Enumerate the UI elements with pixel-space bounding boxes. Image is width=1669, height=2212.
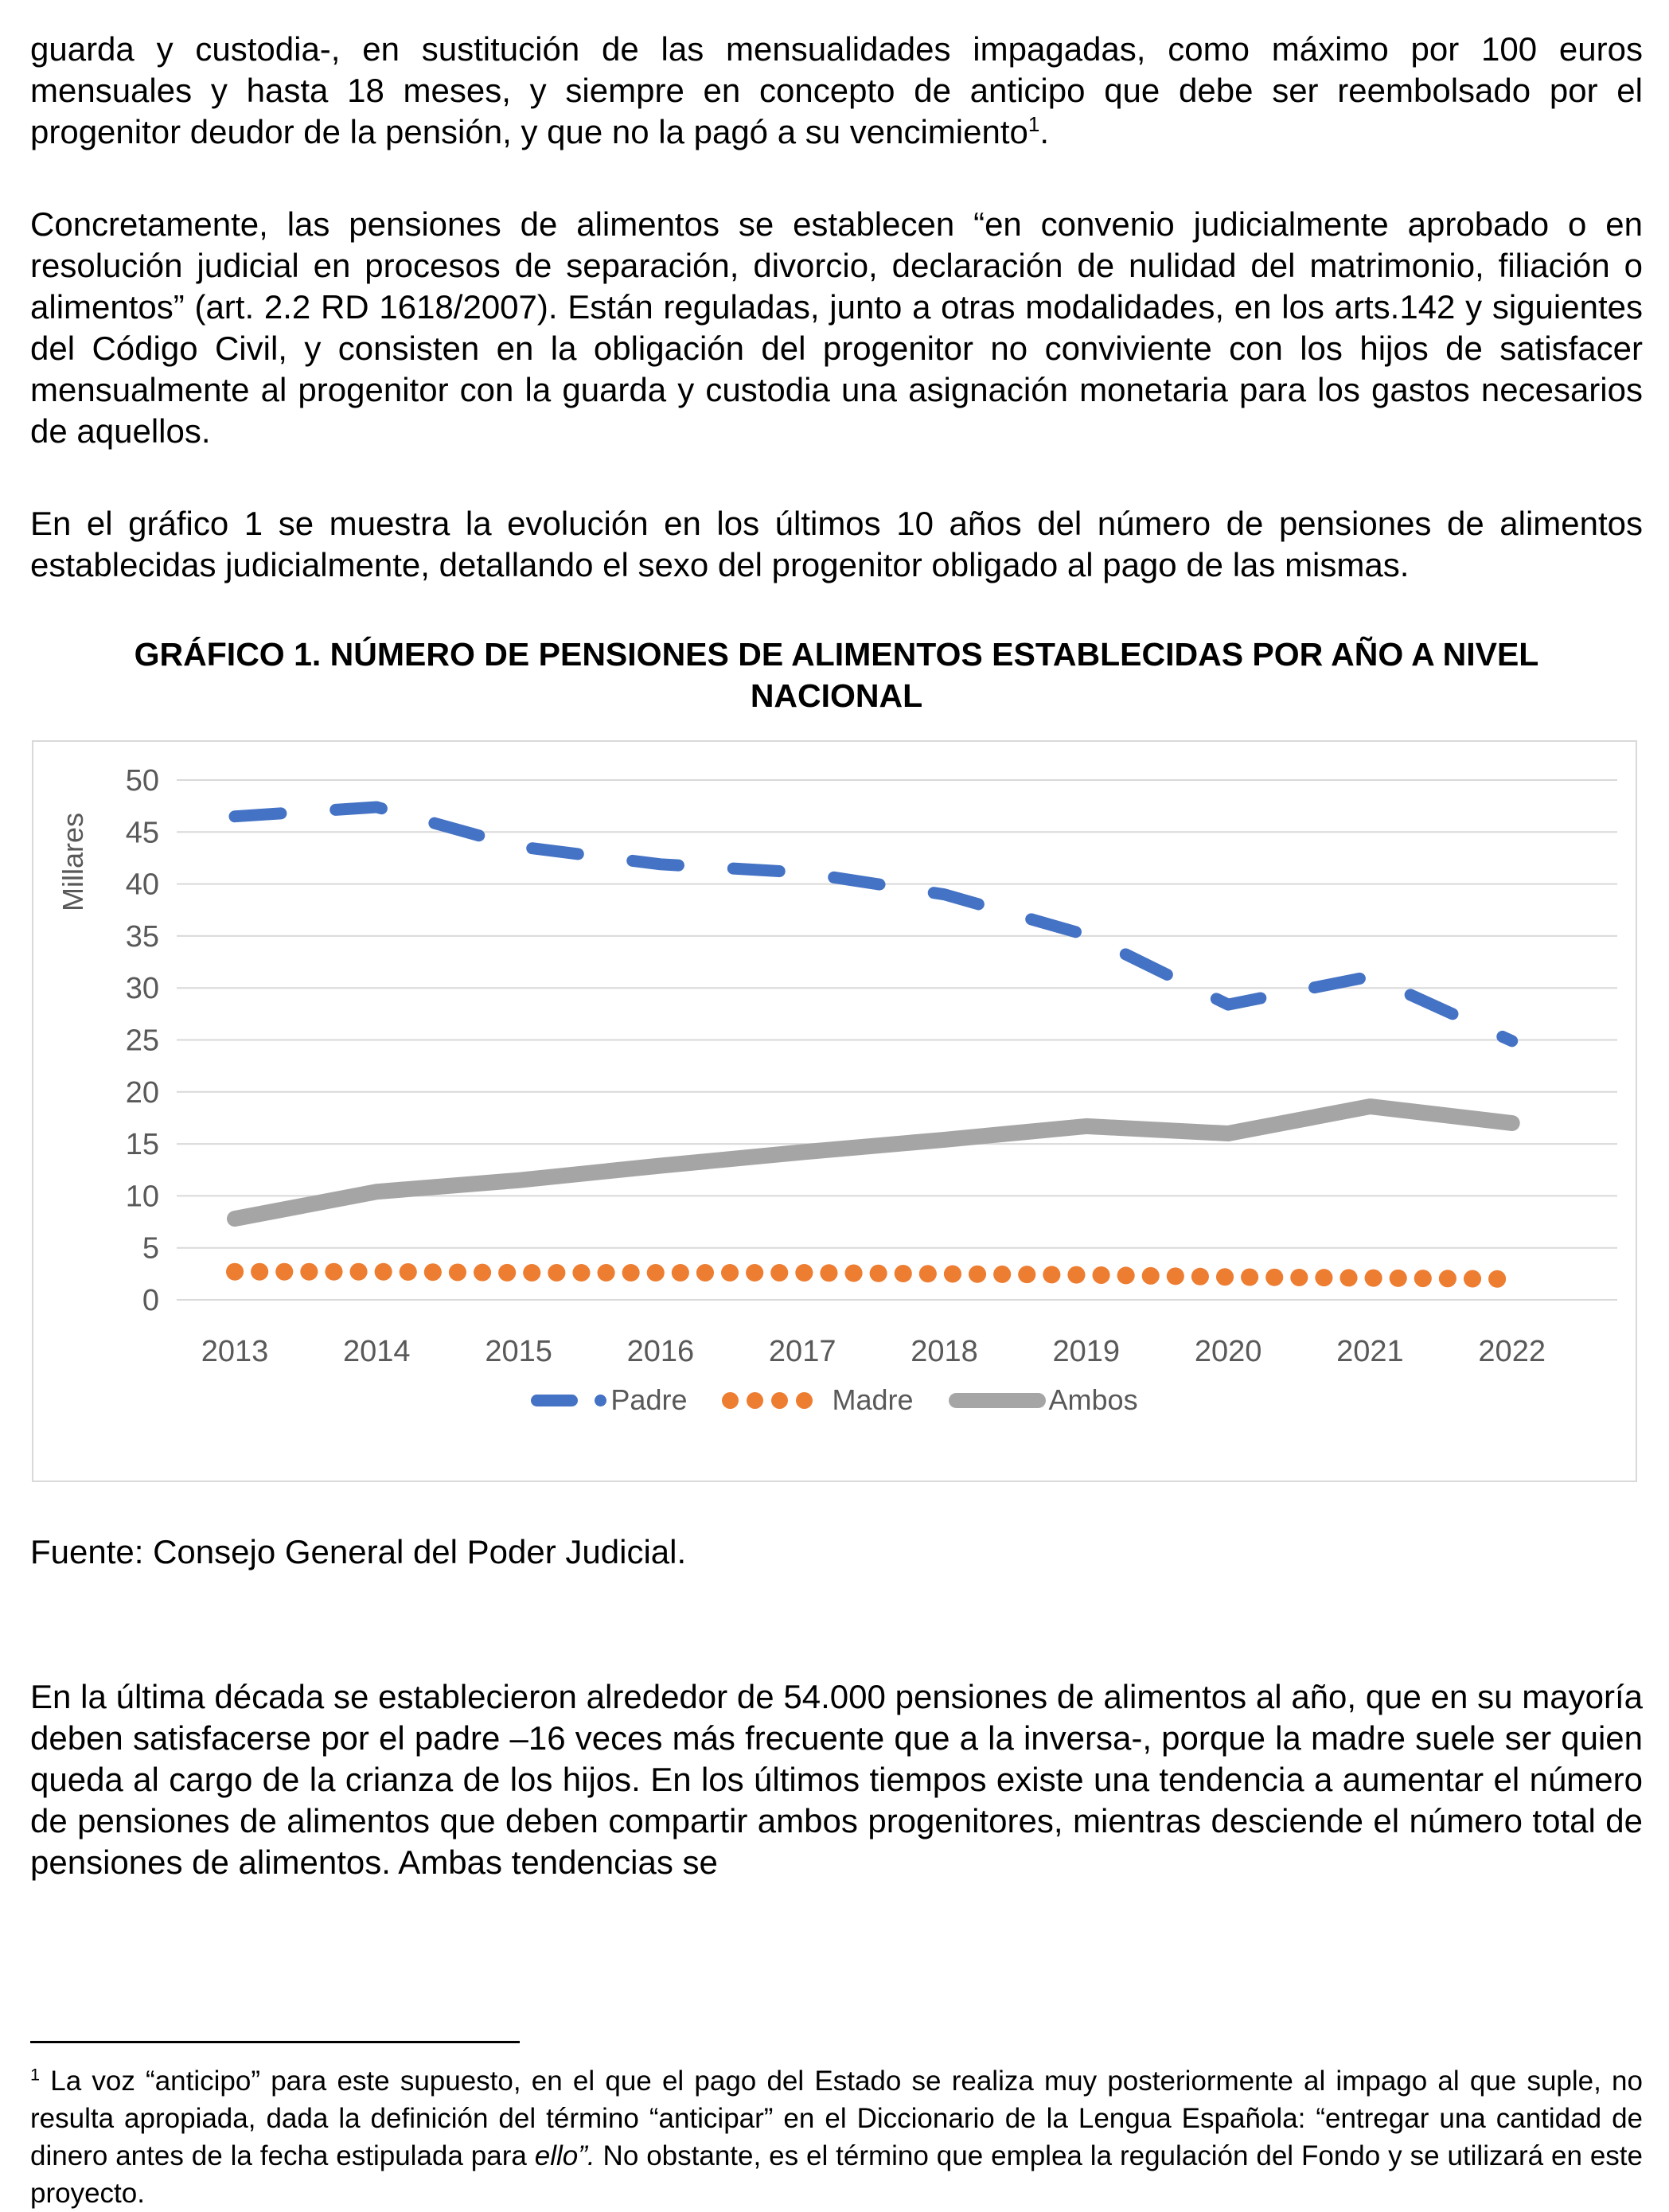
svg-text:10: 10 xyxy=(125,1180,159,1214)
legend-label-ambos: Ambos xyxy=(1048,1383,1138,1416)
chart-title-line2: NACIONAL xyxy=(750,677,923,714)
paragraph-3: En el gráfico 1 se muestra la evolución en los últimos 10 años del número de pensiones de alimentos establecidas judicialmente, detallando el sexo del progenitor obligado al pago de las mismas. xyxy=(30,505,1643,583)
paragraph-4: En la última década se establecieron alrededor de 54.000 pensiones de alimentos al año, que en su mayoría deben satisfacerse por el padre –16 veces más frecuente que a la inversa-, porque la madre suele ser quien queda al cargo de la crianza de los hijos. En los últimos tiempos existe una tendencia a aumentar el número de pensiones de alimentos que deben compartir ambos progenitores, mientras desciende el número total de pensiones de alimentos. Ambas tendencias se xyxy=(30,1678,1643,1881)
ambos-line-icon xyxy=(949,1393,1046,1408)
footnote-reference-1: 1 xyxy=(1028,112,1040,136)
svg-text:30: 30 xyxy=(125,972,159,1006)
svg-text:15: 15 xyxy=(125,1128,159,1162)
footnote-1-text-a: La voz “anticipo” para este supuesto, en el que el pago del Estado se realiza muy posteriormente al impago al que suple, no resulta apropiada, dada la definición del término “anticipar” en el Diccionario de la Lengua Española: “entregar una cantidad de dinero antes de la fecha estipulada para xyxy=(30,2066,1643,2171)
legend-label-padre: Padre xyxy=(610,1383,688,1416)
svg-text:2020: 2020 xyxy=(1194,1335,1262,1368)
svg-text:2016: 2016 xyxy=(626,1335,695,1368)
svg-text:20: 20 xyxy=(125,1075,159,1110)
svg-text:50: 50 xyxy=(125,764,159,798)
source-line: Fuente: Consejo General del Poder Judicial. xyxy=(30,1533,687,1570)
footnote-1 xyxy=(30,2062,1643,2212)
svg-text:2019: 2019 xyxy=(1052,1335,1121,1368)
svg-text:Millares: Millares xyxy=(57,812,89,911)
footnote-1-text-b: No obstante, es el término que emplea la regulación del Fondo y se utilizará en este proyecto. xyxy=(30,2140,1643,2209)
legend-item-ambos xyxy=(949,1383,1138,1417)
svg-text:25: 25 xyxy=(125,1024,159,1058)
svg-text:5: 5 xyxy=(142,1231,159,1266)
paragraph-1-text: guarda y custodia-, en sustitución de las mensualidades impagadas, como máximo por 100 euros mensuales y hasta 18 meses, y siempre en concepto de anticipo que debe ser reembolsado por el progenitor deudor de la pensión, y que no la pagó a su vencimiento xyxy=(30,30,1643,150)
svg-text:2013: 2013 xyxy=(201,1335,269,1368)
paragraph-2: Concretamente, las pensiones de alimentos se establecen “en convenio judicialmente aprobado o en resolución judicial en procesos de separación, divorcio, declaración de nulidad del matrimonio, filiación o alimentos” (art. 2.2 RD 1618/2007). Están reguladas, junto a otras modalidades, en los arts.142 y siguientes del Código Civil, y consisten en la obligación del progenitor no conviviente con los hijos de satisfacer mensualmente al progenitor con la guarda y custodia una asignación monetaria para los gastos necesarios de aquellos. xyxy=(30,205,1643,450)
footnote-1-italic: ello”. xyxy=(534,2140,595,2171)
legend-label-madre: Madre xyxy=(832,1383,914,1416)
chart-title-line1: GRÁFICO 1. NÚMERO DE PENSIONES DE ALIMENTOS ESTABLECIDAS POR AÑO A NIVEL xyxy=(134,636,1539,673)
svg-text:2015: 2015 xyxy=(485,1335,552,1368)
line-chart xyxy=(32,740,1637,1482)
paragraph-1 xyxy=(30,29,1643,153)
svg-text:2022: 2022 xyxy=(1478,1335,1546,1368)
footnote-1-marker: 1 xyxy=(30,2064,41,2085)
footnote-separator xyxy=(30,2041,520,2043)
padre-dash-icon xyxy=(531,1395,578,1406)
chart-plot-area xyxy=(33,742,1636,1481)
chart-legend xyxy=(33,1383,1636,1417)
svg-text:2014: 2014 xyxy=(343,1335,411,1368)
svg-text:2017: 2017 xyxy=(768,1335,836,1368)
svg-text:2018: 2018 xyxy=(911,1335,978,1368)
paragraph-1-period: . xyxy=(1039,113,1050,150)
chart-title xyxy=(30,634,1643,716)
svg-text:35: 35 xyxy=(125,919,159,954)
svg-text:2021: 2021 xyxy=(1336,1335,1404,1368)
legend-item-padre xyxy=(531,1383,687,1417)
svg-text:0: 0 xyxy=(142,1284,159,1317)
padre-marker-dot-icon xyxy=(595,1395,606,1406)
legend-item-madre xyxy=(722,1383,913,1417)
madre-dots-icon xyxy=(722,1392,813,1409)
svg-text:45: 45 xyxy=(125,816,159,850)
svg-text:40: 40 xyxy=(125,868,159,902)
